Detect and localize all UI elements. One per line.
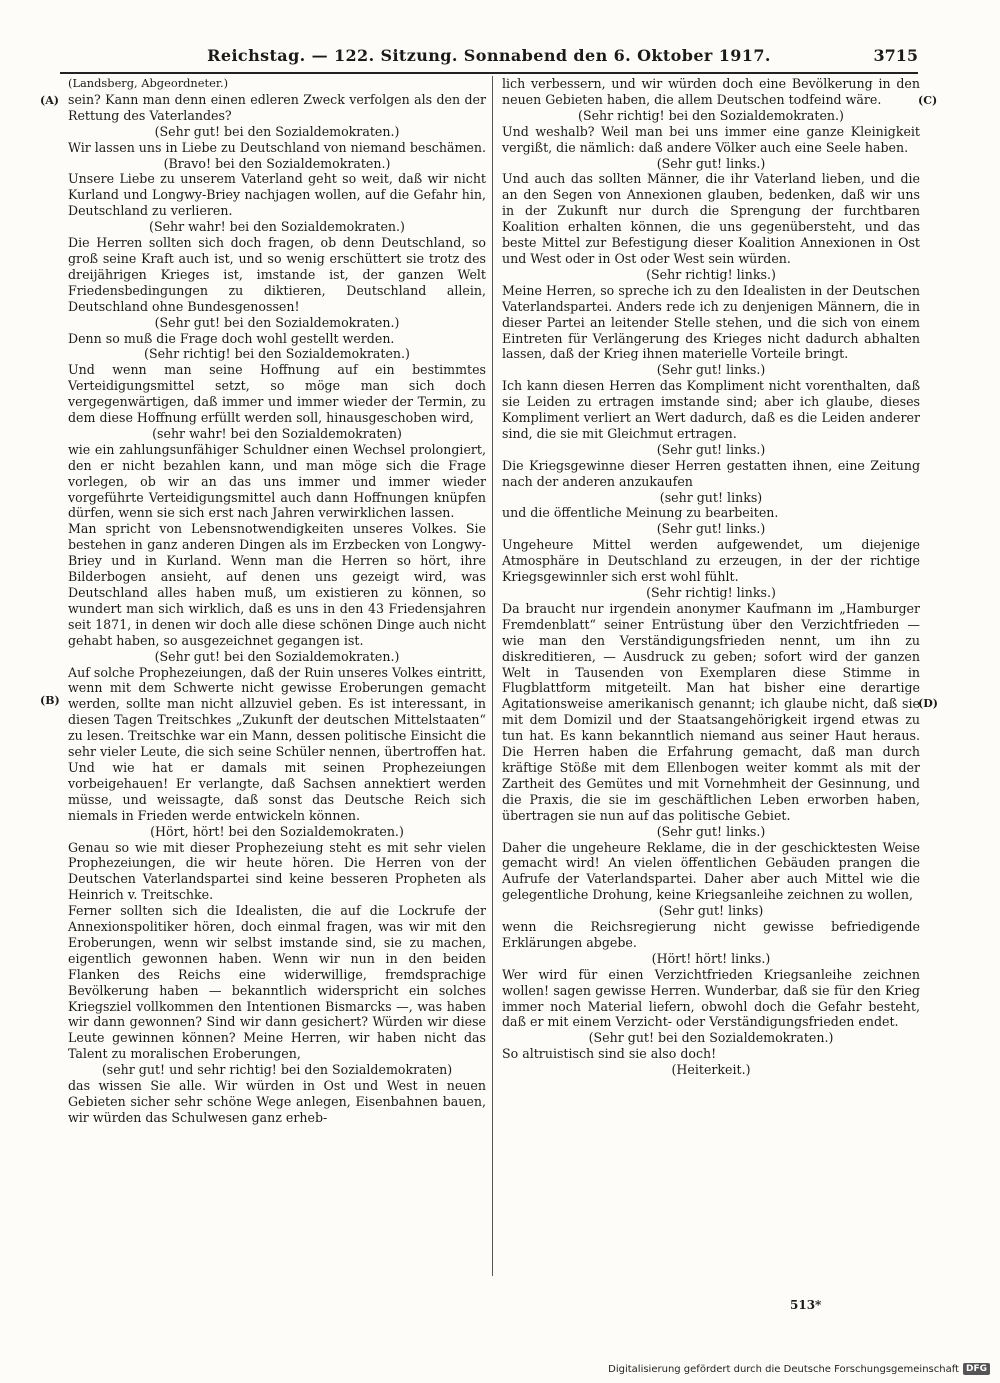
left-column — [68, 76, 486, 1126]
paragraph: Und wenn man seine Hoffnung auf ein bestimmtes Verteidigungsmittel setzt, so möge man sich doch vergegenwärtigen, daß immer und immer wieder der Termin, zu dem diese Hoffnung erfüllt werden soll, hinausgeschoben wird, — [68, 362, 486, 426]
interjection: (Sehr richtig! bei den Sozialdemokraten.) — [578, 107, 844, 123]
paragraph: Und auch das sollten Männer, die ihr Vaterland lieben, und die an den Segen von Annexionen glauben, bedenken, daß wir uns in der Zukunft nur durch die Sprengung der furchtbaren Koalition erhalten können, die uns gegenübersteht, und das beste Mittel zur Befestigung dieser Koalition Annexionen in Ost und West oder in Ost oder West sein würden. — [502, 171, 920, 266]
paragraph: Ich kann diesen Herren das Kompliment nicht vorenthalten, daß sie Leiden zu ertragen imstande sind; aber ich glaube, dieses Kompliment verliert an Wert dadurch, daß es die Leiden anderer sind, die sie mit Gleichmut ertragen. — [502, 378, 920, 441]
margin-marker-a: (A) — [40, 94, 59, 107]
paragraph: Da braucht nur irgendein anonymer Kaufmann im „Hamburger Fremdenblatt“ seiner Entrüstung über den Verzichtfrieden — wie man den Verständigungsfrieden nennt, um ihn zu diskreditieren, — Ausdruck zu geben; sofort wird der ganzen Welt in Tausenden von Exemplaren diese Stimme in Flugblattform mitgeteilt. Man hat bisher eine derartige Agitationsweise amerikanisch genannt; ich glaube nicht, daß sie mit dem Domizil und der Staatsangehörigkeit irgend etwas zu tun hat. Es kann bekanntlich niemand aus seiner Haut heraus. Die Herren haben die Erfahrung gemacht, daß man durch kräftige Stöße mit dem Ellenbogen weiter kommt als mit der Zartheit des Gemütes und mit Vornehmheit der Gesinnung, und die Praxis, die sie im geschäftlichen Leben erworben haben, übertragen sie nun auf das politische Gebiet. — [502, 600, 920, 823]
paragraph: lich verbessern, und wir würden doch eine Bevölkerung in den neuen Gebieten haben, die allem Deutschen todfeind wäre. — [502, 76, 920, 107]
interjection: (Sehr gut! links.) — [656, 155, 766, 171]
interjection: (Sehr gut! links.) — [656, 362, 766, 378]
paragraph: (Landsberg, Abgeordneter.) — [68, 76, 229, 90]
interjection: (Sehr gut! links) — [658, 903, 764, 919]
page-number: 3715 — [873, 46, 918, 65]
interjection: (Heiterkeit.) — [671, 1062, 751, 1078]
paragraph: Daher die ungeheure Reklame, die in der geschicktesten Weise gemacht wird! An vielen öffentlichen Gebäuden prangen die Aufrufe der Vaterlandspartei. Daher aber auch Mittel wie die gelegentliche Drohung, keine Kriegsanleihe zeichnen zu wollen, — [502, 839, 920, 903]
interjection: (sehr wahr! bei den Sozialdemokraten) — [152, 425, 402, 441]
paragraph: Meine Herren, so spreche ich zu den Idealisten in der Deutschen Vaterlandspartei. Anders rede ich zu denjenigen Männern, die in dieser Partei an leitender Stelle stehen, und die sich von einem Eintreten für Verlängerung des Krieges nicht dadurch abhalten lassen, daß der Krieg ihnen materielle Vorteile bringt. — [502, 282, 920, 362]
paragraph: Unsere Liebe zu unserem Vaterland geht so weit, daß wir nicht Kurland und Longwy-Briey nachjagen wollen, auf die Gefahr hin, Deutschland zu verlieren. — [68, 171, 486, 219]
sheet-number: 513* — [790, 1298, 822, 1312]
interjection: (sehr gut! links) — [659, 489, 763, 505]
paragraph: Und weshalb? Weil man bei uns immer eine ganze Kleinigkeit vergißt, die nämlich: daß andere Völker auch eine Seele haben. — [502, 123, 920, 155]
paragraph: das wissen Sie alle. Wir würden in Ost und West in neuen Gebieten sicher sehr schöne Wege anlegen, Eisenbahnen bauen, wir würden das Schulwesen ganz erheb- — [68, 1078, 486, 1125]
interjection: (sehr gut! und sehr richtig! bei den Sozialdemokraten) — [101, 1062, 453, 1078]
credit-text: Digitalisierung gefördert durch die Deutsche Forschungsgemeinschaft — [608, 1363, 959, 1375]
interjection: (Sehr richtig! links.) — [646, 266, 776, 282]
interjection: (Hört, hört! bei den Sozialdemokraten.) — [150, 823, 404, 839]
paragraph: Wir lassen uns in Liebe zu Deutschland von niemand beschämen. — [68, 139, 486, 155]
paragraph: Ferner sollten sich die Idealisten, die auf die Lockrufe der Annexionspolitiker hören, doch einmal fragen, was wir mit den Eroberungen, wenn wir selbst imstande sind, sie zu machen, eigentlich gewonnen haben. Wenn wir nun in den beiden Flanken des Reichs eine widerwillige, fremdsprachige Bevölkerung haben — bekanntlich widerspricht ein solches Kriegsziel vollkommen den Intentionen Bismarcks —, was haben wir dann gewonnen? Sind wir dann gesichert? Würden wir diese Leute gewinnen können? Meine Herren, wir haben nicht das Talent zu moralischen Eroberungen, — [68, 903, 486, 1062]
paragraph: Die Herren sollten sich doch fragen, ob denn Deutschland, so groß seine Kraft auch ist, und so wenig erschüttert sie trotz des dreijährigen Krieges ist, imstande ist, der ganzen Welt Friedensbedingungen zu diktieren, Deutschland allein, Deutschland ohne Bundesgenossen! — [68, 235, 486, 314]
interjection: (Hört! hört! links.) — [651, 950, 771, 966]
paragraph: Auf solche Prophezeiungen, daß der Ruin unseres Volkes eintritt, wenn mit dem Schwerte nicht gewisse Eroberungen gemacht werden, sollte man nicht allzuviel geben. Es ist interessant, in diesen Tagen Treitschkes „Zukunft der deutschen Mittelstaaten“ zu lesen. Treitschke war ein Mann, dessen politische Einsicht die sehr vieler Leute, die sich seine Schüler nennen, übertroffen hat. Und wie hat er damals mit seinen Prophezeiungen vorbeigehauen! Er verlangte, daß Sachsen annektiert werden müsse, und weissagte, daß sonst das Deutsche Reich sich niemals in Frieden werde entwickeln können. — [68, 664, 486, 823]
interjection: (Sehr richtig! links.) — [646, 585, 776, 600]
paragraph: wenn die Reichsregierung nicht gewisse befriedigende Erklärungen abgebe. — [502, 919, 920, 950]
margin-marker-b: (B) — [40, 694, 60, 707]
paragraph: So altruistisch sind sie also doch! — [502, 1046, 717, 1062]
paragraph: und die öffentliche Meinung zu bearbeiten. — [502, 505, 779, 521]
paragraph: Ungeheure Mittel werden aufgewendet, um diejenige Atmosphäre in Deutschland zu erzeugen, in der der richtige Kriegsgewinnler sich erst wohl fühlt. — [502, 537, 920, 585]
interjection: (Sehr gut! bei den Sozialdemokraten.) — [588, 1030, 834, 1046]
paragraph: Man spricht von Lebensnotwendigkeiten unseres Volkes. Sie bestehen in ganz anderen Dingen als im Erzbecken von Longwy-Briey und in Kurland. Wenn man die Herren so hört, ihre Bilderbogen ansieht, auf denen uns gezeigt wird, was Deutschland alles haben muß, um existieren zu können, so wundert man sich wirklich, daß es uns in den 43 Friedensjahren seit 1871, in denen wir doch alle diese schönen Dinge auch nicht gehabt haben, so ausgezeichnet gegangen ist. — [68, 521, 486, 648]
interjection: (Sehr gut! links.) — [656, 521, 766, 537]
paragraph: wie ein zahlungsunfähiger Schuldner einen Wechsel prolongiert, den er nicht bezahlen kann, und man möge sich die Frage vorlegen, ob wir an das uns immer und immer wieder vorgeführte Verteidigungsmittel auch dann Hoffnungen knüpfen dürfen, wenn sie sich erst nach Jahren verwirklichen lassen. — [68, 441, 486, 521]
paragraph: sein? Kann man denn einen edleren Zweck verfolgen als den der Rettung des Vaterlandes? — [68, 91, 486, 123]
interjection: (Sehr gut! bei den Sozialdemokraten.) — [154, 123, 400, 139]
column-divider — [492, 76, 493, 1276]
interjection: (Sehr wahr! bei den Sozialdemokraten.) — [149, 219, 405, 235]
dfg-logo-icon: DFG — [963, 1363, 990, 1375]
paragraph: Wer wird für einen Verzichtfrieden Kriegsanleihe zeichnen wollen! sagen gewisse Herren. Wunderbar, daß sie für den Krieg immer noch Material liefern, obwohl doch die Gefahr besteht, daß er mit einem Verzicht- oder Verständigungsfrieden endet. — [502, 966, 920, 1030]
page-header — [60, 46, 918, 74]
interjection: (Sehr gut! links.) — [656, 823, 766, 839]
interjection: (Sehr richtig! bei den Sozialdemokraten.) — [144, 346, 410, 362]
interjection: (Sehr gut! bei den Sozialdemokraten.) — [154, 314, 400, 330]
digitization-credit — [608, 1363, 990, 1375]
paragraph: Genau so wie mit dieser Prophezeiung steht es mit sehr vielen Prophezeiungen, die wir heute hören. Die Herren von der Deutschen Vaterlandspartei sind keine besseren Propheten als Heinrich v. Treitschke. — [68, 839, 486, 903]
right-column — [502, 76, 920, 1078]
paragraph: Die Kriegsgewinne dieser Herren gestatten ihnen, eine Zeitung nach der anderen anzukaufen — [502, 457, 920, 489]
margin-marker-c: (C) — [918, 94, 938, 107]
interjection: (Bravo! bei den Sozialdemokraten.) — [163, 155, 391, 171]
interjection: (Sehr gut! bei den Sozialdemokraten.) — [154, 648, 400, 664]
page-title: Reichstag. — 122. Sitzung. Sonnabend den 6. Oktober 1917. — [207, 46, 771, 65]
margin-marker-d: (D) — [918, 697, 938, 710]
interjection: (Sehr gut! links.) — [656, 441, 766, 457]
paragraph: Denn so muß die Frage doch wohl gestellt werden. — [68, 330, 395, 346]
